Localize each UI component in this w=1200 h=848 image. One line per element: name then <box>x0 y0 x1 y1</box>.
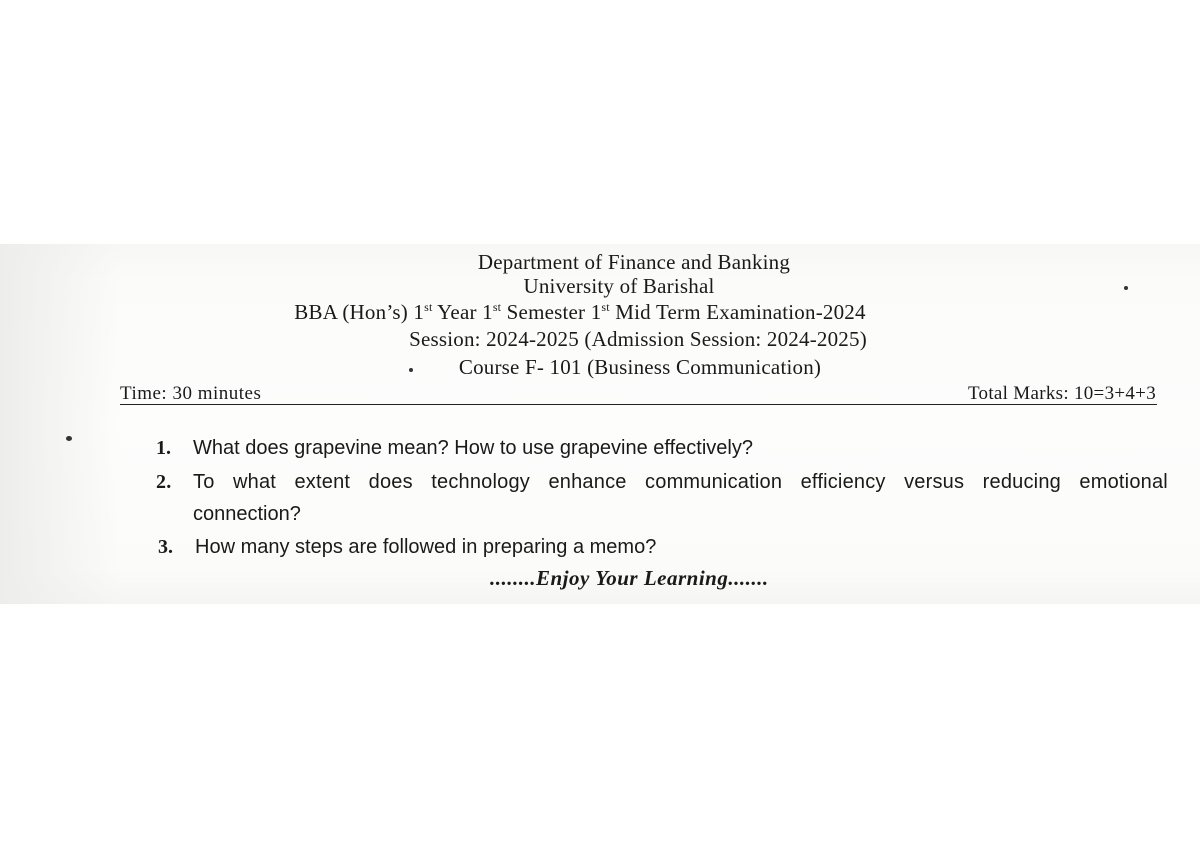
university-name: University of Barishal <box>523 274 715 298</box>
question-2 <box>156 469 1168 495</box>
session-line: Session: 2024-2025 (Admission Session: 2024-2025) <box>409 327 867 351</box>
question-word: technology <box>431 471 530 493</box>
question-word: efficiency <box>800 471 886 493</box>
question-3 <box>158 534 656 560</box>
question-2-continuation: connection? <box>193 503 301 525</box>
question-word: reducing <box>982 471 1061 493</box>
exam-time: Time: 30 minutes <box>120 383 262 404</box>
question-number: 1. <box>156 437 171 459</box>
question-text: How many steps are followed in preparing a memo? <box>195 536 657 558</box>
question-text: What does grapevine mean? How to use grapevine effectively? <box>193 437 753 459</box>
header-divider <box>120 404 1157 405</box>
question-1 <box>156 435 753 461</box>
total-marks: Total Marks: 10=3+4+3 <box>967 383 1156 404</box>
exam-title: BBA (Hon’s) 1st Year 1st Semester 1st Mid Term Examination-2024 <box>294 300 866 324</box>
question-word: what <box>232 471 277 493</box>
speck-mark <box>66 436 72 441</box>
question-word: communication <box>645 471 783 493</box>
question-word: versus <box>904 471 965 493</box>
question-number: 2. To <box>156 471 215 493</box>
speck-mark <box>409 368 413 372</box>
question-word: does <box>368 471 413 493</box>
closing-message: ........Enjoy Your Learning....... <box>490 566 769 590</box>
question-number: 3. <box>158 536 173 558</box>
department-title: Department of Finance and Banking <box>477 250 791 274</box>
question-word: emotional <box>1079 471 1168 493</box>
question-word: extent <box>294 471 351 493</box>
question-word: enhance <box>548 471 627 493</box>
course-line: Course F- 101 (Business Communication) <box>458 355 822 379</box>
speck-mark <box>1124 286 1128 290</box>
